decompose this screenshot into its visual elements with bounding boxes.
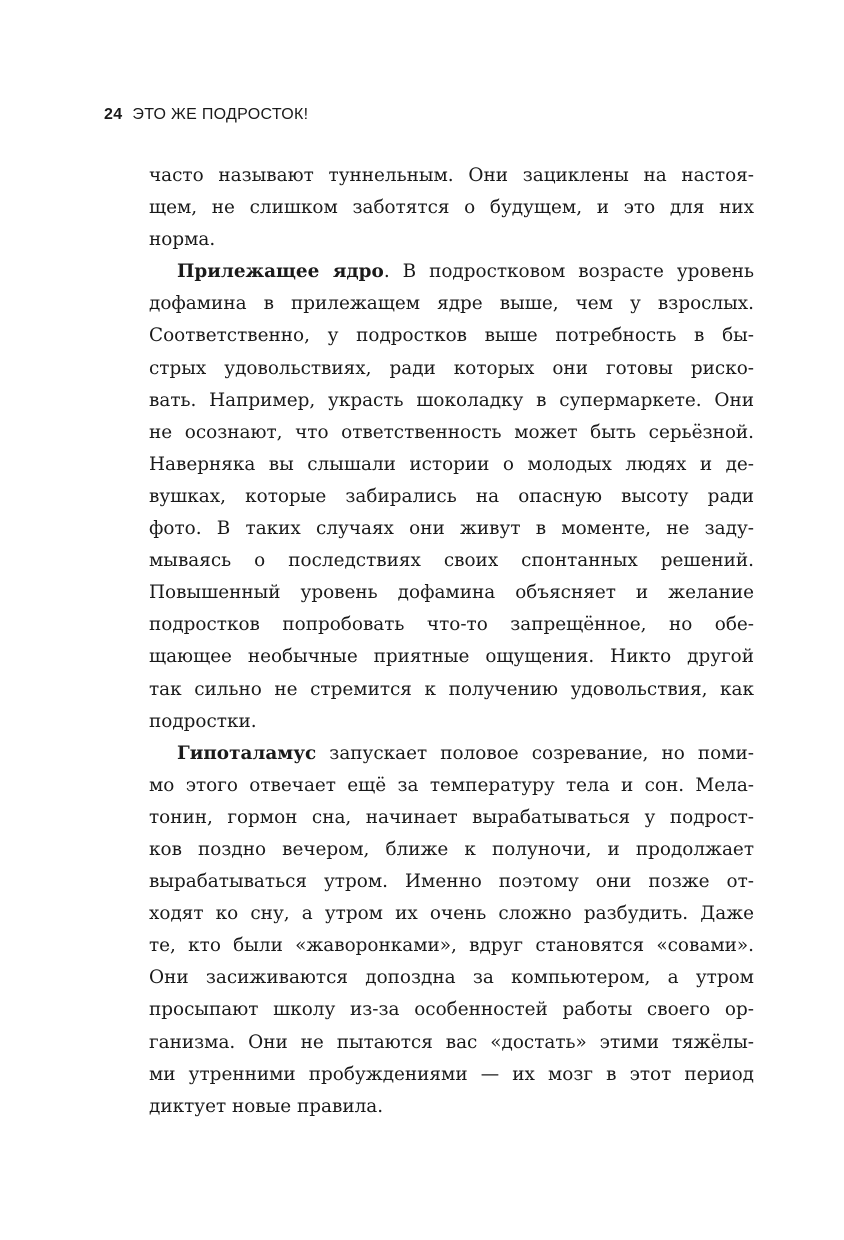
text-line: Наверняка вы слышали истории о молодых людях и де- (149, 453, 754, 475)
body-text (149, 160, 754, 1123)
text-line: подростков попробовать что-то запрещённое, но обе- (149, 614, 754, 636)
text-line: тонин, гормон сна, начинает вырабатываться у подрост- (149, 806, 754, 828)
running-header (104, 103, 308, 127)
text-line: фото. В таких случаях они живут в моменте, не заду- (149, 518, 754, 540)
text-line: не осознают, что ответственность может быть серьёзной. (149, 421, 754, 443)
text-line: мо этого отвечает ещё за температуру тела и сон. Мела- (149, 774, 754, 796)
text-line: дофамина в прилежащем ядре выше, чем у взрослых. (149, 293, 754, 315)
text-line: те, кто были «жаворонками», вдруг становятся «совами». (149, 935, 754, 957)
text-line: мываясь о последствиях своих спонтанных решений. (149, 550, 754, 572)
text-line: ков поздно вечером, ближе к полуночи, и продолжает (149, 838, 754, 860)
text-line: вушках, которые забирались на опасную высоту ради (149, 485, 754, 507)
text-line: ми утренними пробуждениями — их мозг в этот период (149, 1063, 754, 1085)
running-title: ЭТО ЖЕ ПОДРОСТОК! (132, 106, 309, 123)
term-hypothalamus: Гипоталамус (177, 742, 317, 764)
text-run: . В подростковом возрасте уровень (383, 261, 754, 283)
text-line: так сильно не стремится к получению удовольствия, как (149, 678, 754, 700)
text-line: ганизма. Они не пытаются вас «достать» этими тяжёлы- (149, 1031, 754, 1053)
paragraph-nucleus-accumbens (149, 256, 754, 737)
text-line: диктует новые правила. (149, 1095, 384, 1117)
text-line: ходят ко сну, а утром их очень сложно разбудить. Даже (149, 903, 754, 925)
text-line: норма. (149, 229, 216, 251)
paragraph-hypothalamus (149, 738, 754, 1123)
page-number: 24 (104, 106, 123, 123)
text-line: Они засиживаются допоздна за компьютером, а утром (149, 967, 754, 989)
text-line (149, 738, 754, 770)
text-line: подростки. (149, 710, 257, 732)
text-line: щем, не слишком заботятся о будущем, и это для них (149, 197, 754, 219)
term-nucleus-accumbens: Прилежащее ядро (177, 261, 384, 283)
text-line: щающее необычные приятные ощущения. Никто другой (149, 646, 754, 668)
text-line (149, 256, 754, 288)
text-line: вать. Например, украсть шоколадку в супермаркете. Они (149, 389, 754, 411)
text-line: стрых удовольствиях, ради которых они готовы риско- (149, 357, 754, 379)
text-line: Соответственно, у подростков выше потребность в бы- (149, 325, 754, 347)
paragraph-continuation (149, 160, 754, 256)
text-line: вырабатываться утром. Именно поэтому они позже от- (149, 871, 754, 893)
text-line: часто называют туннельным. Они зациклены на настоя- (149, 165, 754, 186)
text-line: Повышенный уровень дофамина объясняет и желание (149, 582, 754, 604)
text-run: запускает половое созревание, но поми- (316, 742, 754, 764)
text-line: просыпают школу из-за особенностей работы своего ор- (149, 999, 754, 1021)
